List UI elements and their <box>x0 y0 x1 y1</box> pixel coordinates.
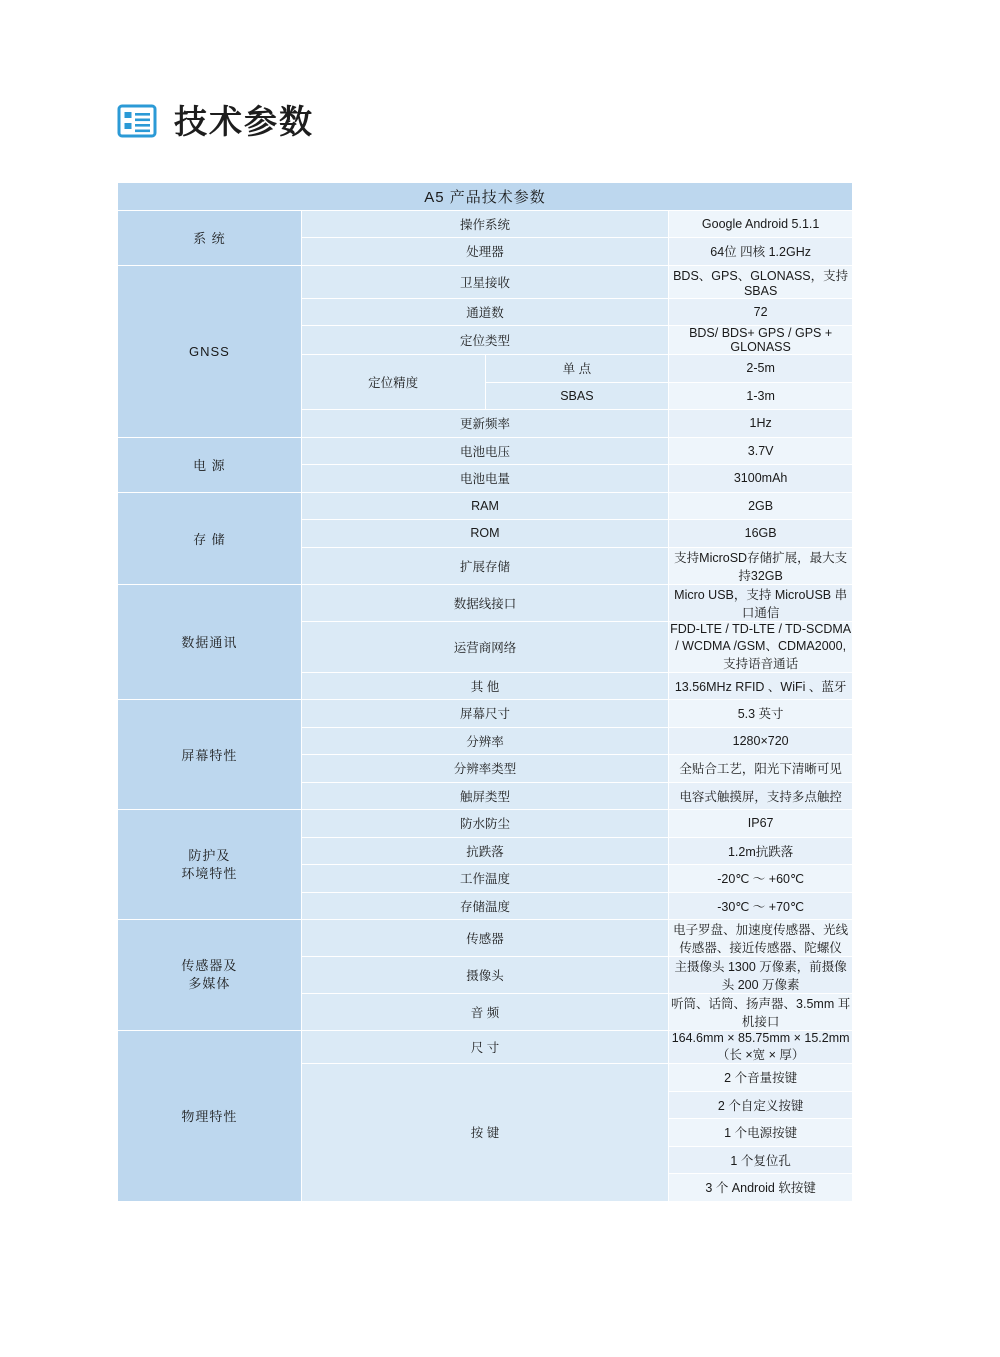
row-value: 支持MicroSD存储扩展，最大支持32GB <box>669 547 853 584</box>
row-sub: 处理器 <box>301 238 669 266</box>
table-row <box>118 210 853 238</box>
row-value: 2 个音量按键 <box>669 1064 853 1092</box>
row-value: 2-5m <box>669 355 853 383</box>
row-sub: 屏幕尺寸 <box>301 700 669 728</box>
row-category <box>118 920 302 1031</box>
row-sub: 卫星接收 <box>301 265 669 298</box>
row-sub: 电池电压 <box>301 437 669 465</box>
row-sub: 通道数 <box>301 298 669 326</box>
row-value: 3.7V <box>669 437 853 465</box>
row-category-line2: 环境特性 <box>181 865 238 881</box>
page-title: 技术参数 <box>174 102 314 140</box>
row-value: 72 <box>669 298 853 326</box>
row-sub2: SBAS <box>485 382 669 410</box>
row-sub: 操作系统 <box>301 210 669 238</box>
row-sub: 抗跌落 <box>301 837 669 865</box>
row-value: 全贴合工艺，阳光下清晰可见 <box>669 755 853 783</box>
row-sub: 摄像头 <box>301 957 669 994</box>
row-value: IP67 <box>669 810 853 838</box>
row-value: 1 个电源按键 <box>669 1119 853 1147</box>
row-sub: 电池电量 <box>301 465 669 493</box>
row-sub: 按 键 <box>301 1064 669 1202</box>
table-row <box>118 920 853 957</box>
row-sub2: 单 点 <box>485 355 669 383</box>
table-title-row <box>118 183 853 211</box>
row-sub: 音 频 <box>301 994 669 1031</box>
row-sub: 传感器 <box>301 920 669 957</box>
row-sub: 扩展存储 <box>301 547 669 584</box>
page-title-row <box>116 100 314 142</box>
table-row <box>118 584 853 621</box>
row-category: 数据通讯 <box>118 584 302 700</box>
row-sub: 运营商网络 <box>301 621 669 672</box>
row-value: 13.56MHz RFID 、WiFi 、蓝牙 <box>669 672 853 700</box>
row-category-line2: 多媒体 <box>188 976 231 991</box>
row-value: 64位 四核 1.2GHz <box>669 238 853 266</box>
row-sub: 工作温度 <box>301 865 669 893</box>
row-category <box>118 810 302 920</box>
row-value: 1-3m <box>669 382 853 410</box>
row-value: BDS、GPS、GLONASS，支持 SBAS <box>669 265 853 298</box>
row-value: 1 个复位孔 <box>669 1146 853 1174</box>
row-category-line1: 传感器及 <box>181 958 238 974</box>
row-category-line1: 防护及 <box>188 847 231 863</box>
table-title: A5 产品技术参数 <box>118 183 853 211</box>
row-value: 电容式触摸屏，支持多点触控 <box>669 782 853 810</box>
row-value: 2 个自定义按键 <box>669 1091 853 1119</box>
table-row <box>118 700 853 728</box>
row-value: 电子罗盘、加速度传感器、光线传感器、接近传感器、陀螺仪 <box>669 920 853 957</box>
row-value: Google Android 5.1.1 <box>669 210 853 238</box>
row-value: 1Hz <box>669 410 853 438</box>
table-row <box>118 265 853 298</box>
row-value: -20℃ ～ +60℃ <box>669 865 853 893</box>
row-sub: RAM <box>301 492 669 520</box>
row-category: 存 储 <box>118 492 302 584</box>
row-value: FDD-LTE / TD-LTE / TD-SCDMA / WCDMA /GSM、CDMA2000, 支持语音通话 <box>670 621 852 671</box>
row-sub: ROM <box>301 520 669 548</box>
row-sub: 定位类型 <box>301 326 669 355</box>
row-value: -30℃ ～ +70℃ <box>669 892 853 920</box>
row-category: 系 统 <box>118 210 302 265</box>
row-sub: 防水防尘 <box>301 810 669 838</box>
row-sub: 分辨率类型 <box>301 755 669 783</box>
row-category: 屏幕特性 <box>118 700 302 810</box>
row-value: BDS/ BDS+ GPS / GPS + GLONASS <box>669 326 853 355</box>
row-value: 3 个 Android 软按键 <box>669 1174 853 1202</box>
row-value: Micro USB，支持 MicroUSB 串口通信 <box>669 584 853 621</box>
row-sub: 更新频率 <box>301 410 669 438</box>
table-row <box>118 437 853 465</box>
row-category: 电 源 <box>118 437 302 492</box>
row-value: 主摄像头 1300 万像素，前摄像头 200 万像素 <box>669 957 853 994</box>
table-row <box>118 1031 853 1064</box>
spec-list-icon <box>116 100 158 142</box>
row-value: 5.3 英寸 <box>669 700 853 728</box>
row-value: 1280×720 <box>669 727 853 755</box>
row-sub: 尺 寸 <box>301 1031 669 1064</box>
row-sub: 触屏类型 <box>301 782 669 810</box>
row-value: 听筒、话筒、扬声器、3.5mm 耳机接口 <box>669 994 853 1031</box>
row-value: 1.2m抗跌落 <box>669 837 853 865</box>
row-sub: 数据线接口 <box>301 584 669 621</box>
row-value: 16GB <box>669 520 853 548</box>
row-sub: 存储温度 <box>301 892 669 920</box>
table-row <box>118 492 853 520</box>
row-value: 2GB <box>669 492 853 520</box>
spec-table <box>117 182 853 1202</box>
row-category: GNSS <box>118 265 302 437</box>
table-row <box>118 810 853 838</box>
row-category: 物理特性 <box>118 1031 302 1202</box>
row-value: 3100mAh <box>669 465 853 493</box>
row-sub: 其 他 <box>301 672 669 700</box>
row-sub: 分辨率 <box>301 727 669 755</box>
row-value: 164.6mm × 85.75mm × 15.2mm（长 ×宽 × 厚） <box>669 1031 853 1064</box>
row-sub: 定位精度 <box>301 355 485 410</box>
